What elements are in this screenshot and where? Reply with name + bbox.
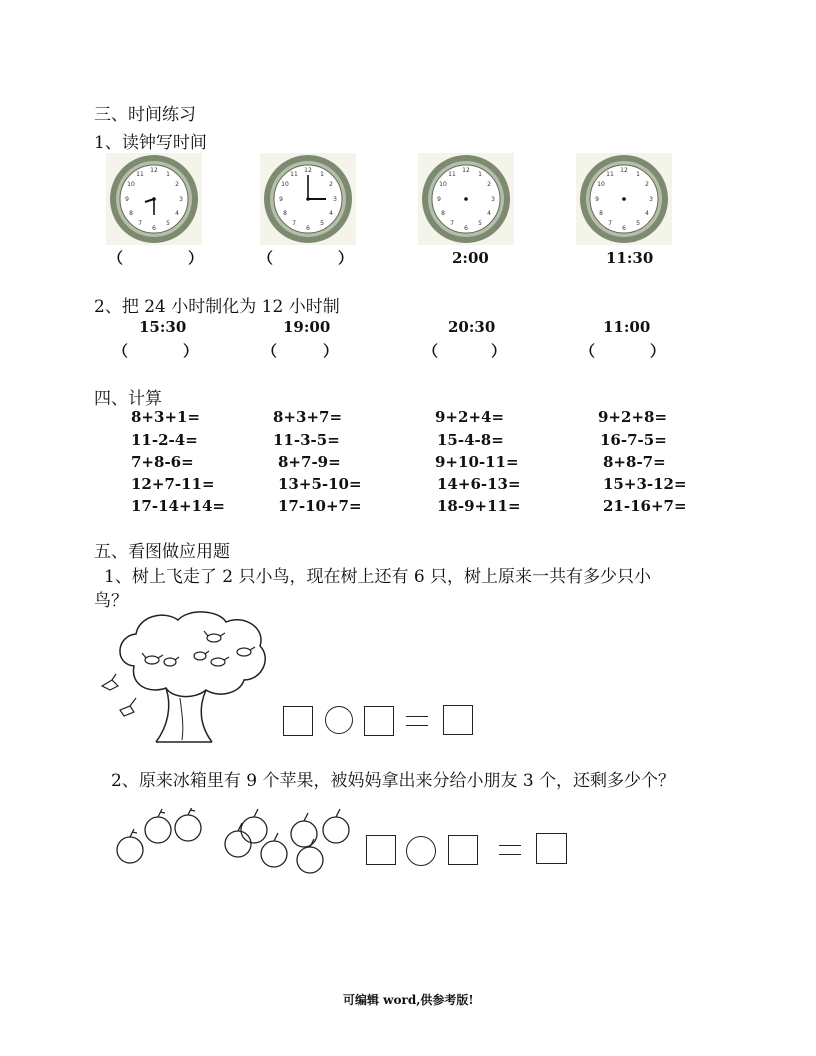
calc-item: 8+8-7= <box>603 453 666 471</box>
tree-with-birds-icon <box>94 606 274 746</box>
calc-item: 17-14+14= <box>131 497 225 515</box>
svg-text:4: 4 <box>329 210 333 217</box>
paren-left: （ <box>258 249 274 267</box>
calc-item: 18-9+11= <box>437 497 521 515</box>
time-24h: 11:00 <box>603 318 651 336</box>
svg-text:8: 8 <box>129 210 133 217</box>
paren-left: （ <box>113 342 129 360</box>
svg-text:4: 4 <box>175 210 179 217</box>
svg-text:10: 10 <box>439 181 447 188</box>
svg-text:10: 10 <box>597 181 605 188</box>
operator-circle[interactable] <box>406 836 436 866</box>
problem-1-text: 1、树上飞走了 2 只小鸟，现在树上还有 6 只，树上原来一共有多少只小 <box>104 567 652 587</box>
footer-note: 可编辑 word,供参考版! <box>343 993 474 1007</box>
svg-text:6: 6 <box>152 225 156 232</box>
svg-text:11: 11 <box>448 171 456 178</box>
paren-left: （ <box>262 342 278 360</box>
svg-text:12: 12 <box>304 167 312 174</box>
paren-right: ） <box>183 342 199 360</box>
svg-text:1: 1 <box>320 171 324 178</box>
svg-text:2: 2 <box>175 181 179 188</box>
svg-text:12: 12 <box>620 167 628 174</box>
paren-right: ） <box>650 342 666 360</box>
svg-text:1: 1 <box>636 171 640 178</box>
answer-box[interactable] <box>536 833 567 864</box>
svg-text:5: 5 <box>166 220 170 227</box>
q1-title: 1、读钟写时间 <box>94 133 207 153</box>
svg-text:4: 4 <box>645 210 649 217</box>
paren-left: （ <box>580 342 596 360</box>
section-3-title: 三、时间练习 <box>94 105 196 125</box>
calc-item: 11-3-5= <box>273 431 340 449</box>
svg-text:3: 3 <box>649 196 653 203</box>
clock-answer: 2:00 <box>452 249 489 267</box>
paren-left: （ <box>108 249 124 267</box>
svg-text:9: 9 <box>437 196 441 203</box>
svg-text:9: 9 <box>125 196 129 203</box>
paren-right: ） <box>338 249 354 267</box>
clock-icon <box>106 153 202 245</box>
clock-icon <box>576 153 672 245</box>
svg-text:6: 6 <box>464 225 468 232</box>
calc-item: 7+8-6= <box>131 453 194 471</box>
calc-item: 12+7-11= <box>131 475 215 493</box>
calc-item: 13+5-10= <box>278 475 362 493</box>
apples-icon <box>108 808 358 876</box>
clock-answer: 11:30 <box>606 249 654 267</box>
equals-sign <box>406 716 428 726</box>
svg-text:3: 3 <box>179 196 183 203</box>
answer-box[interactable] <box>364 706 394 736</box>
svg-text:8: 8 <box>599 210 603 217</box>
problem-2-text: 2、原来冰箱里有 9 个苹果，被妈妈拿出来分给小朋友 3 个，还剩多少个？ <box>111 771 676 791</box>
paren-right: ） <box>188 249 204 267</box>
calc-item: 11-2-4= <box>131 431 198 449</box>
svg-text:5: 5 <box>636 220 640 227</box>
paren-left: （ <box>423 342 439 360</box>
svg-text:2: 2 <box>487 181 491 188</box>
clock-icon <box>260 153 356 245</box>
svg-text:11: 11 <box>606 171 614 178</box>
svg-text:9: 9 <box>279 196 283 203</box>
paren-right: ） <box>491 342 507 360</box>
svg-text:10: 10 <box>127 181 135 188</box>
calc-item: 16-7-5= <box>600 431 667 449</box>
calc-item: 21-16+7= <box>603 497 687 515</box>
problem-1-text-cont: 鸟？ <box>94 591 128 611</box>
calc-item: 17-10+7= <box>278 497 362 515</box>
answer-box[interactable] <box>283 706 313 736</box>
svg-text:7: 7 <box>450 220 454 227</box>
svg-text:3: 3 <box>333 196 337 203</box>
svg-text:11: 11 <box>290 171 298 178</box>
calc-item: 9+2+4= <box>435 408 505 426</box>
svg-text:1: 1 <box>478 171 482 178</box>
svg-text:2: 2 <box>329 181 333 188</box>
section-5-title: 五、看图做应用题 <box>94 542 230 562</box>
calc-item: 9+2+8= <box>598 408 668 426</box>
svg-text:8: 8 <box>283 210 287 217</box>
svg-text:6: 6 <box>306 225 310 232</box>
time-24h: 20:30 <box>448 318 496 336</box>
time-24h: 15:30 <box>139 318 187 336</box>
svg-text:9: 9 <box>595 196 599 203</box>
answer-box[interactable] <box>448 835 478 865</box>
svg-text:10: 10 <box>281 181 289 188</box>
svg-text:6: 6 <box>622 225 626 232</box>
section-4-title: 四、计算 <box>94 389 162 409</box>
svg-text:12: 12 <box>150 167 158 174</box>
svg-text:8: 8 <box>441 210 445 217</box>
answer-box[interactable] <box>366 835 396 865</box>
answer-box[interactable] <box>443 705 473 735</box>
svg-text:7: 7 <box>138 220 142 227</box>
operator-circle[interactable] <box>325 706 353 734</box>
svg-text:12: 12 <box>462 167 470 174</box>
calc-item: 8+3+7= <box>273 408 343 426</box>
clock-icon <box>418 153 514 245</box>
time-24h: 19:00 <box>283 318 331 336</box>
svg-text:11: 11 <box>136 171 144 178</box>
calc-item: 9+10-11= <box>435 453 519 471</box>
svg-text:7: 7 <box>608 220 612 227</box>
paren-right: ） <box>323 342 339 360</box>
equals-sign <box>499 845 521 855</box>
calc-item: 14+6-13= <box>437 475 521 493</box>
svg-text:5: 5 <box>320 220 324 227</box>
calc-item: 8+7-9= <box>278 453 341 471</box>
svg-text:7: 7 <box>292 220 296 227</box>
svg-text:1: 1 <box>166 171 170 178</box>
q2-title: 2、把 24 小时制化为 12 小时制 <box>94 297 340 317</box>
calc-item: 15+3-12= <box>603 475 687 493</box>
svg-text:3: 3 <box>491 196 495 203</box>
calc-item: 15-4-8= <box>437 431 504 449</box>
calc-item: 8+3+1= <box>131 408 201 426</box>
svg-text:4: 4 <box>487 210 491 217</box>
svg-text:2: 2 <box>645 181 649 188</box>
svg-text:5: 5 <box>478 220 482 227</box>
